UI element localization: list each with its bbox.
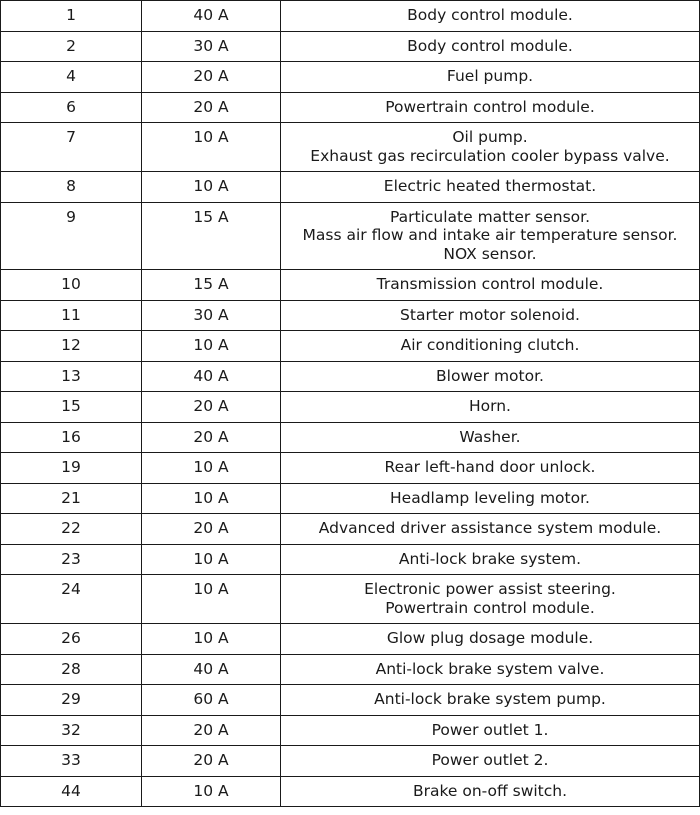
fuse-number-cell: 22 — [1, 514, 142, 545]
fuse-number-cell: 26 — [1, 624, 142, 655]
fuse-rating-cell: 20 A — [142, 715, 281, 746]
table-row — [1, 62, 700, 93]
protected-circuits-cell — [281, 202, 700, 270]
table-row — [1, 654, 700, 685]
fuse-rating-cell: 10 A — [142, 453, 281, 484]
fuse-number-cell: 16 — [1, 422, 142, 453]
protected-circuit-text: Electronic power assist steering. — [364, 580, 616, 598]
table-row — [1, 31, 700, 62]
fuse-number-cell: 10 — [1, 270, 142, 301]
table-row — [1, 392, 700, 423]
protected-circuits-cell — [281, 361, 700, 392]
table-row — [1, 453, 700, 484]
table-row — [1, 746, 700, 777]
fuse-rating-cell: 10 A — [142, 483, 281, 514]
protected-circuits-cell — [281, 453, 700, 484]
protected-circuit-text: Particulate matter sensor. — [389, 207, 591, 226]
protected-circuit-text: Oil pump. — [452, 128, 528, 146]
protected-circuit-text: Brake on-off switch. — [412, 781, 568, 800]
fuse-rating-cell: 10 A — [142, 172, 281, 203]
protected-circuit-text: Mass air flow and intake air temperature sensor. — [302, 226, 678, 244]
protected-circuit-text: NOX sensor. — [443, 244, 537, 263]
protected-circuit-text: Anti-lock brake system. — [398, 549, 582, 568]
protected-circuit-text: Washer. — [459, 427, 521, 446]
fuse-rating-cell: 10 A — [142, 331, 281, 362]
table-row — [1, 331, 700, 362]
table-row — [1, 422, 700, 453]
protected-circuit-text: Rear left-hand door unlock. — [384, 458, 596, 476]
fuse-number-cell: 2 — [1, 31, 142, 62]
protected-circuits-cell — [281, 300, 700, 331]
protected-circuit-text: Transmission control module. — [376, 275, 604, 293]
protected-circuit-text: Starter motor solenoid. — [400, 305, 580, 324]
protected-circuit-text: Fuel pump. — [446, 67, 534, 85]
fuse-rating-cell: 20 A — [142, 422, 281, 453]
protected-circuit-text: Body control module. — [407, 6, 573, 24]
protected-circuits-cell — [281, 685, 700, 716]
fuse-number-cell: 19 — [1, 453, 142, 484]
fuse-number-cell: 23 — [1, 544, 142, 575]
protected-circuits-cell — [281, 746, 700, 777]
fuse-rating-cell: 20 A — [142, 62, 281, 93]
table-row — [1, 92, 700, 123]
fuse-rating-cell: 40 A — [142, 361, 281, 392]
fuse-number-cell: 44 — [1, 776, 142, 807]
protected-circuits-cell — [281, 715, 700, 746]
table-row — [1, 361, 700, 392]
table-row — [1, 270, 700, 301]
fuse-rating-cell: 10 A — [142, 624, 281, 655]
fuse-number-cell: 8 — [1, 172, 142, 203]
fuse-number-cell: 1 — [1, 1, 142, 32]
protected-circuit-text: Powertrain control module. — [385, 97, 595, 116]
protected-circuits-cell — [281, 624, 700, 655]
protected-circuit-text: Electric heated thermostat. — [383, 177, 597, 195]
protected-circuits-cell — [281, 123, 700, 172]
protected-circuit-text: Glow plug dosage module. — [386, 629, 594, 647]
fuse-rating-cell: 60 A — [142, 685, 281, 716]
protected-circuit-text: Blower motor. — [436, 366, 544, 385]
protected-circuits-cell — [281, 31, 700, 62]
fuse-rating-cell: 20 A — [142, 392, 281, 423]
protected-circuits-cell — [281, 422, 700, 453]
protected-circuits-cell — [281, 483, 700, 514]
fuse-number-cell: 7 — [1, 123, 142, 172]
table-row — [1, 300, 700, 331]
protected-circuit-text: Headlamp leveling motor. — [390, 488, 590, 507]
fuse-rating-cell: 20 A — [142, 92, 281, 123]
table-row — [1, 123, 700, 172]
fuse-number-cell: 9 — [1, 202, 142, 270]
protected-circuit-text: Horn. — [469, 397, 511, 415]
fuse-number-cell: 21 — [1, 483, 142, 514]
table-row — [1, 776, 700, 807]
fuse-number-cell: 32 — [1, 715, 142, 746]
fuse-number-cell: 13 — [1, 361, 142, 392]
fuse-rating-cell: 10 A — [142, 575, 281, 624]
protected-circuit-text: Body control module. — [407, 36, 573, 55]
protected-circuits-cell — [281, 544, 700, 575]
fuse-rating-cell: 10 A — [142, 544, 281, 575]
fuse-number-cell: 28 — [1, 654, 142, 685]
protected-circuit-text: Power outlet 1. — [431, 720, 549, 739]
fuse-rating-cell: 10 A — [142, 123, 281, 172]
table-row — [1, 483, 700, 514]
protected-circuits-cell — [281, 392, 700, 423]
fuse-rating-cell: 40 A — [142, 654, 281, 685]
fuse-rating-cell: 30 A — [142, 31, 281, 62]
table-row — [1, 685, 700, 716]
protected-circuits-cell — [281, 331, 700, 362]
protected-circuits-cell — [281, 514, 700, 545]
fuse-number-cell: 29 — [1, 685, 142, 716]
protected-circuits-cell — [281, 575, 700, 624]
protected-circuit-text: Exhaust gas recirculation cooler bypass valve. — [310, 146, 670, 165]
protected-circuits-cell — [281, 270, 700, 301]
fuse-rating-cell: 20 A — [142, 514, 281, 545]
protected-circuit-text: Air conditioning clutch. — [400, 336, 580, 354]
fuse-rating-cell: 40 A — [142, 1, 281, 32]
table-row — [1, 202, 700, 270]
protected-circuits-cell — [281, 172, 700, 203]
table-row — [1, 715, 700, 746]
protected-circuit-text: Anti-lock brake system pump. — [374, 690, 606, 708]
table-row — [1, 1, 700, 32]
protected-circuits-cell — [281, 62, 700, 93]
fuse-rating-cell: 10 A — [142, 776, 281, 807]
protected-circuits-cell — [281, 92, 700, 123]
fuse-rating-cell: 15 A — [142, 202, 281, 270]
protected-circuit-text: Power outlet 2. — [431, 751, 549, 769]
fuse-number-cell: 11 — [1, 300, 142, 331]
fuse-rating-cell: 15 A — [142, 270, 281, 301]
fuse-number-cell: 24 — [1, 575, 142, 624]
table-row — [1, 624, 700, 655]
protected-circuits-cell — [281, 776, 700, 807]
table-row — [1, 514, 700, 545]
fuse-number-cell: 15 — [1, 392, 142, 423]
fuse-rating-cell: 30 A — [142, 300, 281, 331]
protected-circuit-text: Advanced driver assistance system module. — [318, 519, 662, 537]
table-row — [1, 544, 700, 575]
fuse-table-body — [1, 1, 700, 807]
fuse-rating-cell: 20 A — [142, 746, 281, 777]
fuse-number-cell: 12 — [1, 331, 142, 362]
protected-circuit-text: Powertrain control module. — [385, 598, 595, 617]
fuse-number-cell: 6 — [1, 92, 142, 123]
table-row — [1, 575, 700, 624]
protected-circuits-cell — [281, 654, 700, 685]
protected-circuits-cell — [281, 1, 700, 32]
protected-circuit-text: Anti-lock brake system valve. — [375, 659, 605, 678]
fuse-number-cell: 33 — [1, 746, 142, 777]
fuse-number-cell: 4 — [1, 62, 142, 93]
table-row — [1, 172, 700, 203]
